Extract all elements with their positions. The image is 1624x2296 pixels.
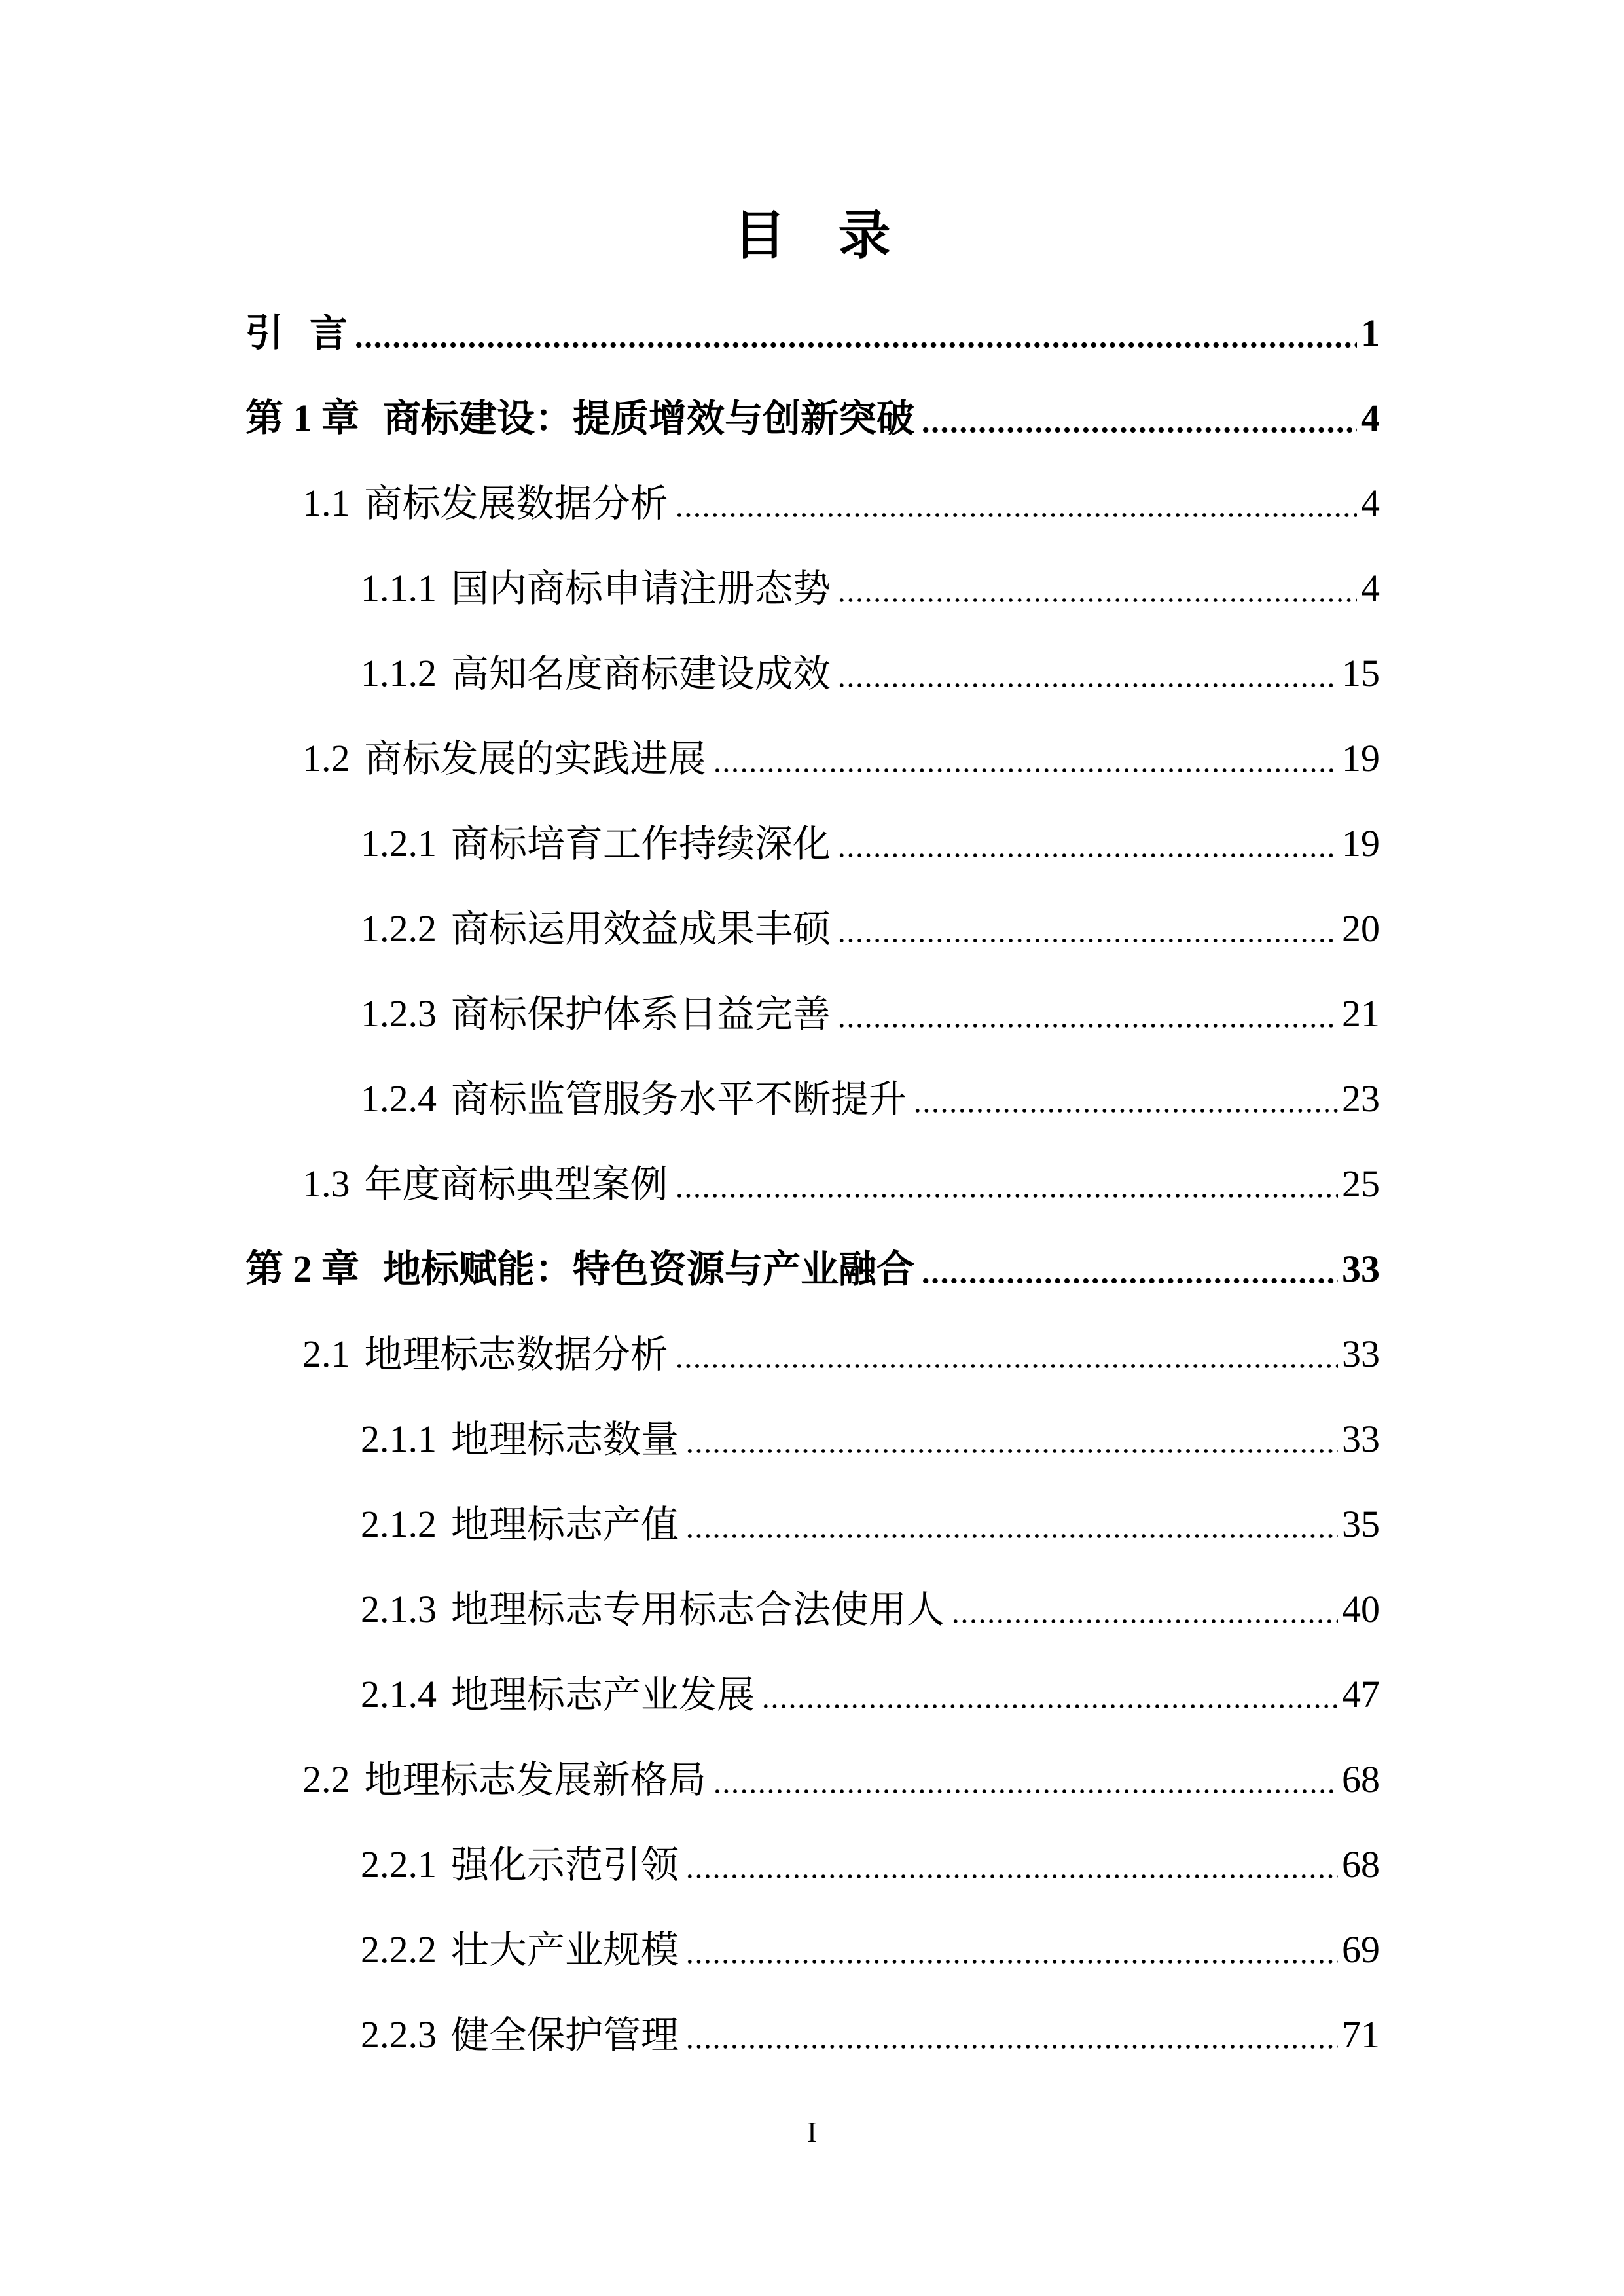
toc-entry-number: 1.2.1 — [361, 822, 437, 865]
toc-entry-1-1-1[interactable] — [361, 553, 1380, 612]
toc-entry-page: 20 — [1342, 907, 1380, 950]
toc-entry-2-1-2[interactable] — [361, 1489, 1380, 1548]
toc-entry-number: 第 1 章 — [245, 397, 360, 439]
toc-entry-title: 国内商标申请注册态势 — [451, 566, 831, 611]
toc-entry-page: 33 — [1342, 1418, 1380, 1460]
toc-entry-1-2-2[interactable] — [361, 893, 1380, 952]
toc-entry-page: 71 — [1342, 2013, 1380, 2056]
page-number-footer: I — [807, 2116, 817, 2148]
dot-leader — [675, 1363, 1338, 1369]
toc-entry-page: 33 — [1342, 1247, 1380, 1290]
toc-entry-number: 1.2.2 — [361, 907, 437, 950]
toc-entry-number: 1.1.1 — [361, 567, 437, 609]
dot-leader — [837, 1023, 1338, 1028]
toc-entry-title: 壮大产业规模 — [451, 1928, 679, 1972]
toc-entry-number: 第 2 章 — [245, 1247, 360, 1290]
toc-entry-page: 19 — [1342, 737, 1380, 780]
toc-entry-2-2-3[interactable] — [361, 2000, 1380, 2058]
toc-entry-2-1-4[interactable] — [361, 1659, 1380, 1718]
toc-entry-page: 23 — [1342, 1077, 1380, 1120]
toc-entry-number: 2.1 — [302, 1333, 350, 1375]
toc-entry-title: 地理标志数量 — [451, 1417, 679, 1462]
dot-leader — [675, 1193, 1338, 1198]
dot-leader — [837, 938, 1338, 943]
toc-entry-number: 2.1.4 — [361, 1673, 437, 1715]
toc-entry-page: 21 — [1342, 992, 1380, 1035]
dot-leader — [685, 2044, 1338, 2049]
dot-leader — [685, 1874, 1338, 1879]
toc-entry-title: 商标发展的实践进展 — [364, 736, 706, 781]
toc-entry-1-2[interactable] — [302, 723, 1380, 782]
dot-leader — [685, 1534, 1338, 1539]
dot-leader — [837, 853, 1338, 858]
toc-entry-2-2[interactable] — [302, 1744, 1380, 1803]
dot-leader — [713, 1789, 1338, 1794]
toc-entry-2-2-2[interactable] — [361, 1914, 1380, 1973]
toc-entry-page: 47 — [1342, 1673, 1380, 1715]
toc-entry-page: 33 — [1342, 1333, 1380, 1375]
page-title: 目 录 — [733, 205, 891, 266]
toc-entry-1-2-3[interactable] — [361, 978, 1380, 1037]
dot-leader — [837, 598, 1357, 603]
dot-leader — [713, 768, 1338, 773]
toc-entry-page: 68 — [1342, 1758, 1380, 1801]
toc-entry-title: 商标运用效益成果丰硕 — [451, 906, 831, 951]
toc-entry-number: 1.1.2 — [361, 652, 437, 694]
toc-entry-introduction[interactable] — [245, 298, 1380, 357]
toc-entry-title: 商标监管服务水平不断提升 — [451, 1077, 907, 1121]
toc-entry-2-1[interactable] — [302, 1319, 1380, 1378]
toc-entry-title: 地理标志专用标志合法使用人 — [451, 1587, 945, 1632]
toc-entry-number: 1.2.4 — [361, 1077, 437, 1120]
toc-entry-number: 1.1 — [302, 482, 350, 524]
toc-entry-page: 25 — [1342, 1162, 1380, 1205]
toc-entry-page: 4 — [1361, 567, 1380, 609]
dot-leader — [354, 342, 1357, 348]
toc-entry-title: 地理标志产值 — [451, 1502, 679, 1547]
toc-entry-title: 地理标志发展新格局 — [364, 1757, 706, 1802]
toc-entry-number: 2.2 — [302, 1758, 350, 1801]
toc-entry-page: 4 — [1361, 397, 1380, 439]
toc-entry-page: 19 — [1342, 822, 1380, 865]
toc-entry-title: 商标建设：提质增效与创新突破 — [383, 396, 915, 440]
toc-entry-2-1-1[interactable] — [361, 1404, 1380, 1463]
toc-entry-title: 年度商标典型案例 — [364, 1162, 668, 1206]
toc-entry-page: 40 — [1342, 1588, 1380, 1630]
toc-entry-1-3[interactable] — [302, 1149, 1380, 1208]
toc-entry-title: 高知名度商标建设成效 — [451, 651, 831, 696]
toc-entry-number: 2.2.3 — [361, 2013, 437, 2056]
toc-entry-page: 1 — [1361, 312, 1380, 354]
toc-entry-number: 引 — [245, 312, 284, 354]
toc-entry-1-2-4[interactable] — [361, 1064, 1380, 1122]
toc-entry-1-1-2[interactable] — [361, 638, 1380, 697]
toc-entry-title: 商标发展数据分析 — [364, 481, 668, 526]
toc-entry-number: 2.1.2 — [361, 1503, 437, 1545]
toc-entry-number: 2.2.2 — [361, 1928, 437, 1971]
dot-leader — [921, 1278, 1338, 1283]
dot-leader — [951, 1619, 1338, 1624]
toc-entry-2-2-1[interactable] — [361, 1829, 1380, 1888]
toc-entry-title: 言 — [310, 311, 348, 355]
toc-entry-title: 商标培育工作持续深化 — [451, 821, 831, 866]
toc-entry-number: 2.1.3 — [361, 1588, 437, 1630]
toc-entry-1-2-1[interactable] — [361, 808, 1380, 867]
dot-leader — [685, 1959, 1338, 1964]
toc-entry-2-1-3[interactable] — [361, 1574, 1380, 1633]
toc-entry-number: 1.3 — [302, 1162, 350, 1205]
toc-entry-chapter-1[interactable] — [245, 383, 1380, 442]
toc-entry-title: 健全保护管理 — [451, 2013, 679, 2057]
toc-entry-chapter-2[interactable] — [245, 1234, 1380, 1293]
toc-entry-title: 强化示范引领 — [451, 1842, 679, 1887]
toc-entry-number: 1.2.3 — [361, 992, 437, 1035]
toc-entry-title: 地标赋能：特色资源与产业融合 — [383, 1247, 915, 1291]
dot-leader — [837, 683, 1338, 688]
toc-entry-1-1[interactable] — [302, 468, 1380, 527]
dot-leader — [685, 1448, 1338, 1454]
toc-entry-number: 2.2.1 — [361, 1843, 437, 1886]
dot-leader — [675, 512, 1357, 518]
toc-entry-page: 15 — [1342, 652, 1380, 694]
toc-entry-number: 2.1.1 — [361, 1418, 437, 1460]
toc-entry-page: 69 — [1342, 1928, 1380, 1971]
toc-entry-title: 地理标志数据分析 — [364, 1332, 668, 1376]
toc-entry-title: 商标保护体系日益完善 — [451, 992, 831, 1036]
toc-entry-title: 地理标志产业发展 — [451, 1672, 755, 1717]
toc-entry-page: 4 — [1361, 482, 1380, 524]
toc-entry-page: 68 — [1342, 1843, 1380, 1886]
dot-leader — [761, 1704, 1338, 1709]
toc-entry-page: 35 — [1342, 1503, 1380, 1545]
dot-leader — [921, 427, 1357, 433]
toc-entry-number: 1.2 — [302, 737, 350, 780]
dot-leader — [913, 1108, 1338, 1113]
